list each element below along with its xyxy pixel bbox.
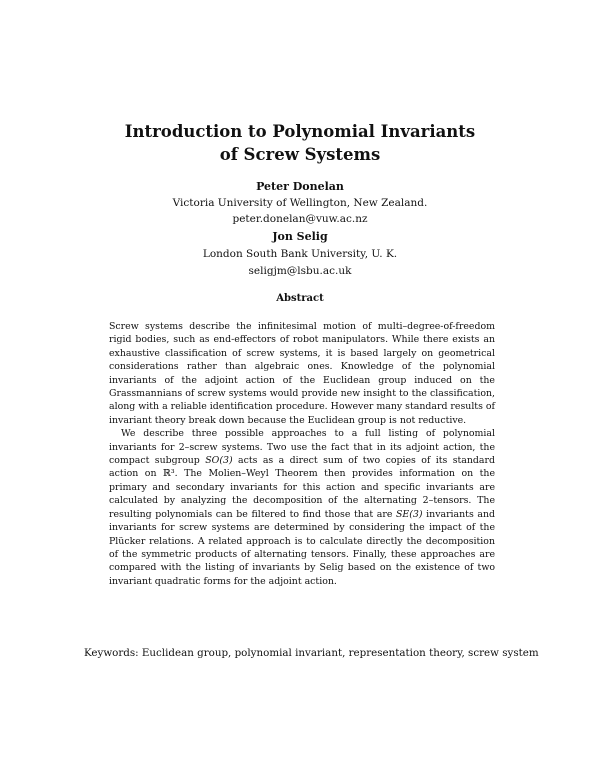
math-r3: ℝ³ xyxy=(163,468,175,480)
math-se3: SE(3) xyxy=(396,508,423,520)
math-so3: SO(3) xyxy=(205,455,233,467)
abstract-heading: Abstract xyxy=(276,293,324,304)
author-1-email: peter.donelan@vuw.ac.nz xyxy=(232,213,368,225)
abstract-p2-text-4: invariants and invariants for screw systems are determined by considering the impact of the Plücker relations. A related approach is to calculate directly the decomposition of the symmetric products of alternating tensors. Finally, these approaches are compared with the listing of invariants by Selig based on the existence of two invariant quadratic forms for the adjoint action. xyxy=(109,508,495,587)
author-2-name: Jon Selig xyxy=(272,230,328,243)
title-line-2: of Screw Systems xyxy=(219,145,381,164)
keywords: Keywords: Euclidean group, polynomial invariant, representation theory, screw system xyxy=(84,647,539,659)
author-1-affiliation: Victoria University of Wellington, New Zealand. xyxy=(172,197,428,209)
title-line-1: Introduction to Polynomial Invariants xyxy=(124,122,476,141)
author-1-name: Peter Donelan xyxy=(256,180,344,193)
abstract-p2-text-2: acts as a direct sum of two copies of its standard action on xyxy=(109,455,495,480)
author-2-email: seligjm@lsbu.ac.uk xyxy=(248,265,352,277)
author-2-affiliation: London South Bank University, U. K. xyxy=(202,248,398,260)
abstract-p2-text-1: We describe three possible approaches to a full listing of polynomial invariants for 2–screw systems. Two use the fact that in its adjoint action, the compact subgroup xyxy=(109,428,495,467)
abstract-paragraph-1: Screw systems describe the infinitesimal motion of multi–degree-of-freedom rigid bodies, such as end-effectors of robot manipulators. While there exists an exhaustive classification of screw systems, it is based largely on geometrical considerations rather than algebraic ones. Knowledge of the polynomial invariants of the adjoint action of the Euclidean group induced on the Grassmannians of screw systems would provide new insight to the classification, along with a reliable identification procedure. However many standard results of invariant theory break down because the Euclidean group is not reductive. xyxy=(109,321,495,426)
abstract-p2-text-3: . The Molien–Weyl Theorem then provides information on the primary and secondary invariants for this action and specific invariants are calculated by analyzing the decomposition of the alternating 2–tensors. The resulting polynomials can be filtered to find those that are xyxy=(109,468,496,520)
abstract-paragraph-2 xyxy=(109,427,495,588)
abstract-body xyxy=(109,320,495,588)
paper-title xyxy=(0,120,600,166)
